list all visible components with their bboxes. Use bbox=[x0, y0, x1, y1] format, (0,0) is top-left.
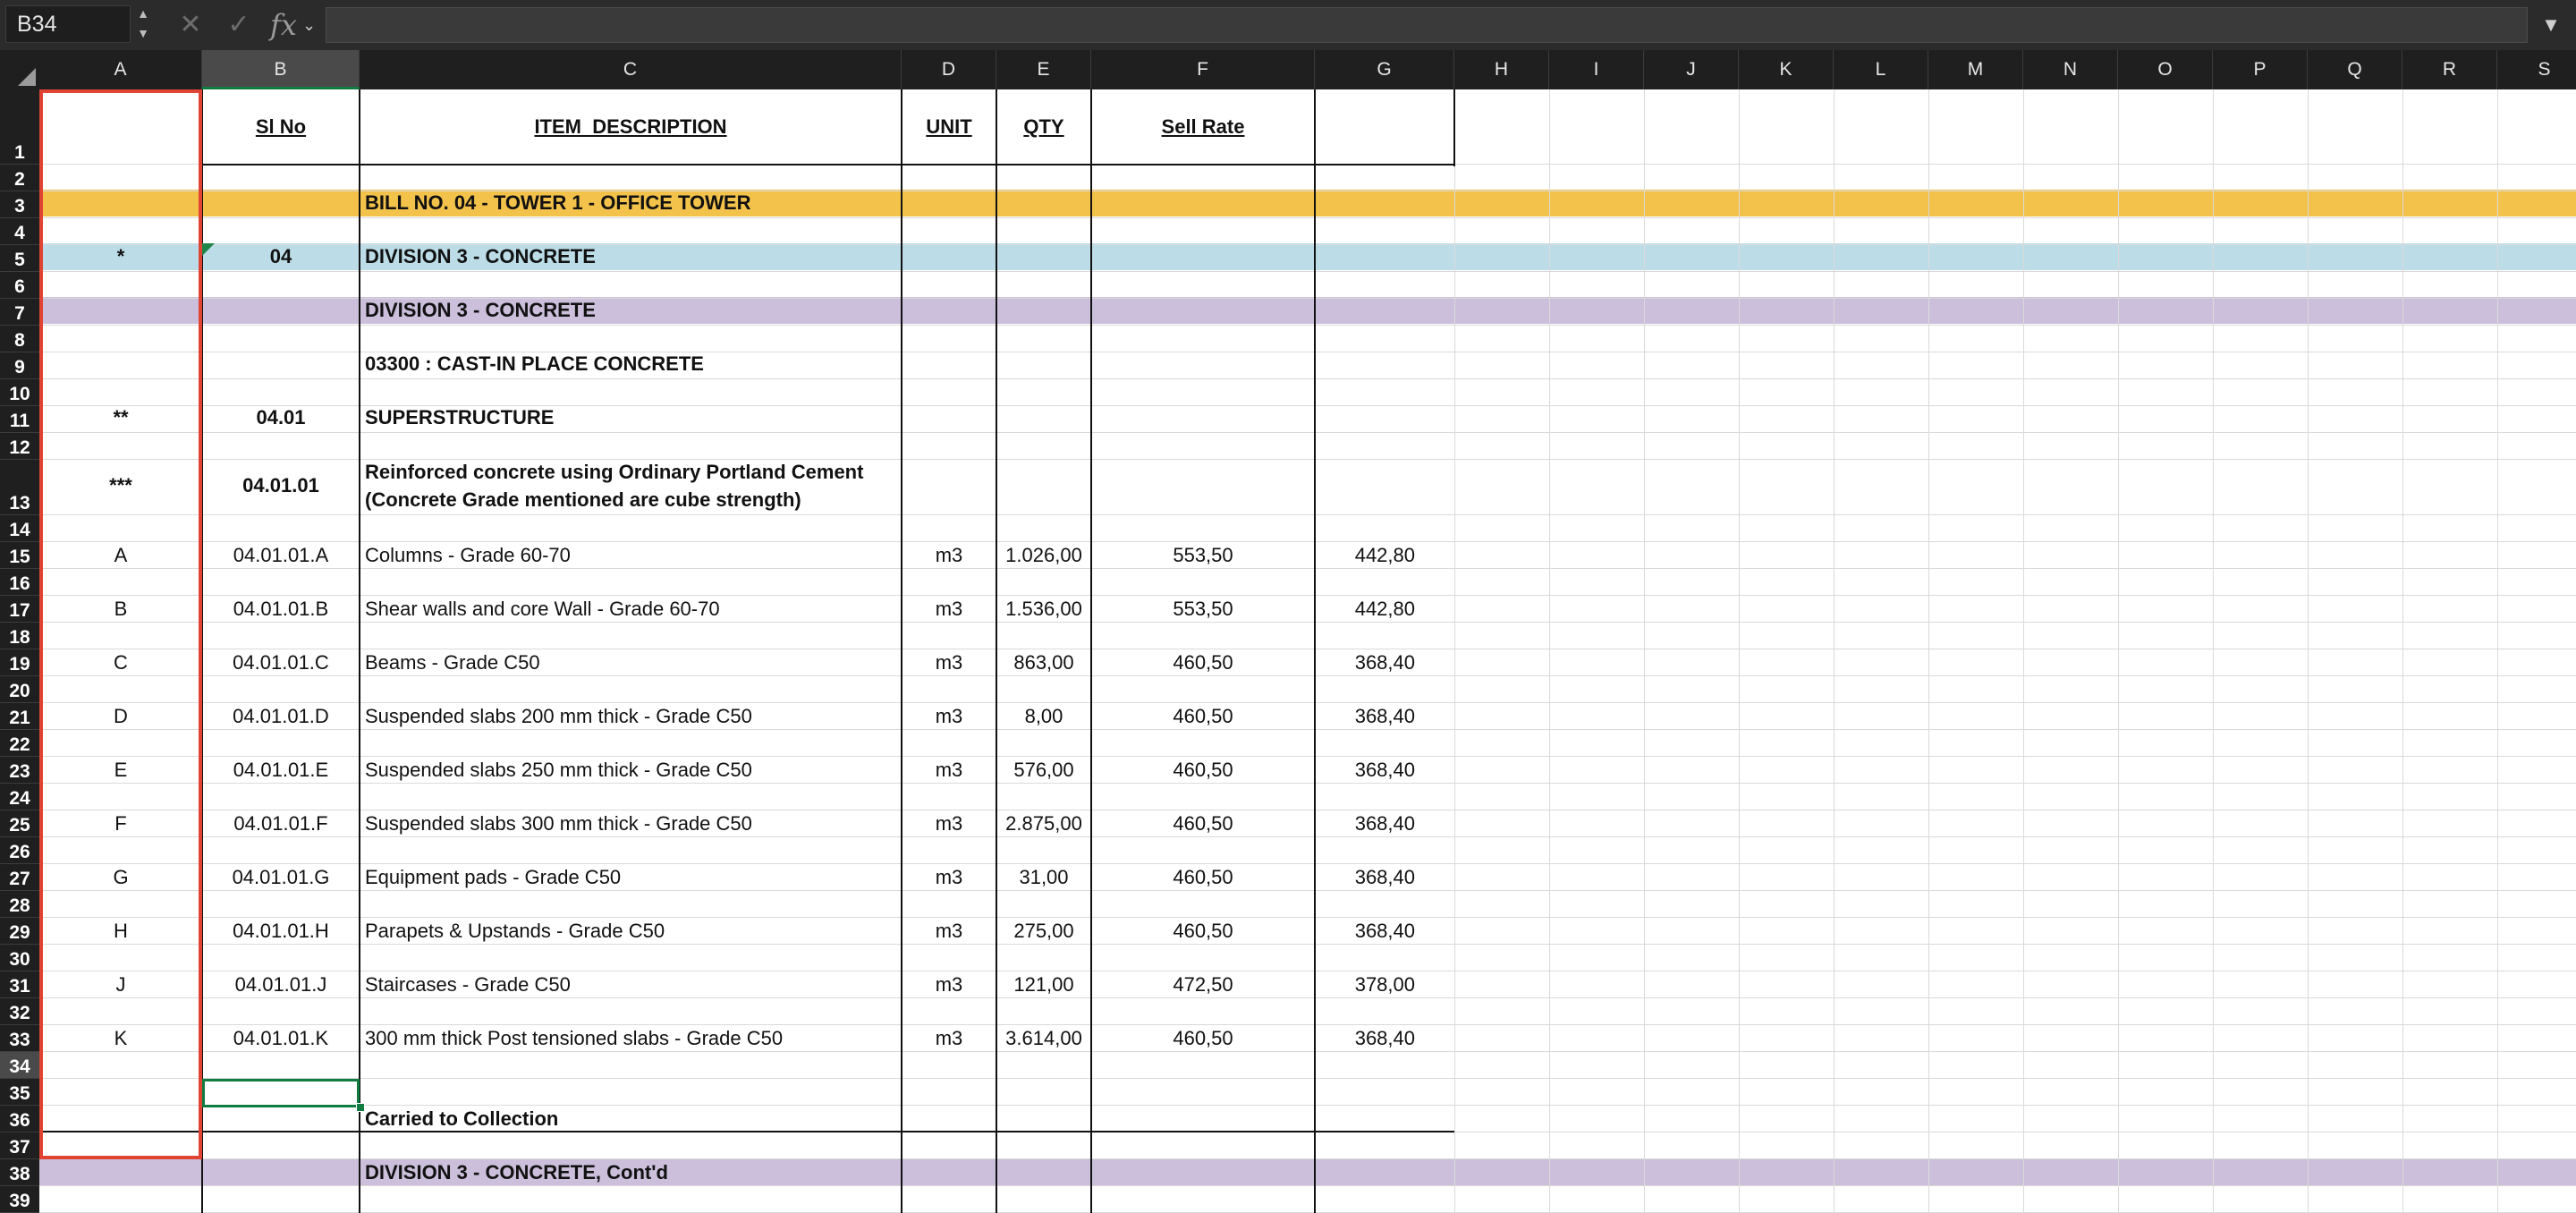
column-header-n[interactable]: N bbox=[2023, 50, 2118, 89]
row-header-28[interactable]: 28 bbox=[0, 891, 39, 918]
item-b-col-g[interactable]: 442,80 bbox=[1354, 598, 1415, 620]
row-header-18[interactable]: 18 bbox=[0, 623, 39, 649]
item-h-col-g[interactable]: 368,40 bbox=[1354, 920, 1415, 942]
header-sell-rate[interactable]: Sell Rate bbox=[1161, 115, 1245, 138]
enter-icon[interactable]: ✓ bbox=[227, 10, 250, 39]
header-right-border bbox=[1453, 89, 1455, 166]
item-d-col-a[interactable]: D bbox=[114, 705, 128, 727]
column-header-d[interactable]: D bbox=[902, 50, 996, 89]
row-header-37[interactable]: 37 bbox=[0, 1132, 39, 1159]
row-header-35[interactable]: 35 bbox=[0, 1079, 39, 1106]
comment-indicator-icon bbox=[202, 243, 215, 256]
select-all-icon bbox=[18, 68, 36, 86]
column-header-o[interactable]: O bbox=[2118, 50, 2213, 89]
item-h-col-c[interactable]: Parapets & Upstands - Grade C50 bbox=[365, 920, 665, 942]
section-title[interactable]: 03300 : CAST-IN PLACE CONCRETE bbox=[365, 352, 704, 375]
item-f-col-b[interactable]: 04.01.01.F bbox=[233, 812, 328, 835]
row-header-16[interactable]: 16 bbox=[0, 569, 39, 596]
item-c-col-g[interactable]: 368,40 bbox=[1354, 651, 1415, 674]
item-a-col-b[interactable]: 04.01.01.A bbox=[233, 544, 329, 566]
gridline-v bbox=[2308, 89, 2309, 1213]
row-header-7[interactable]: 7 bbox=[0, 299, 39, 326]
column-header-f[interactable]: F bbox=[1091, 50, 1315, 89]
row-header-14[interactable]: 14 bbox=[0, 515, 39, 542]
item-b-col-e[interactable]: 1.536,00 bbox=[1005, 598, 1082, 620]
row-header-23[interactable]: 23 bbox=[0, 757, 39, 784]
worksheet-grid[interactable] bbox=[39, 89, 2576, 1213]
header-sl-no[interactable]: Sl No bbox=[255, 115, 307, 138]
expand-formula-bar-icon[interactable]: ▼ bbox=[2541, 13, 2561, 36]
insert-function-icon[interactable]: fx bbox=[270, 8, 297, 42]
row-header-3[interactable]: 3 bbox=[0, 191, 39, 218]
annotation-highlight-box bbox=[39, 89, 202, 1159]
item-c-col-f[interactable]: 460,50 bbox=[1173, 651, 1233, 674]
row-header-17[interactable]: 17 bbox=[0, 596, 39, 623]
item-k-col-g[interactable]: 368,40 bbox=[1354, 1027, 1415, 1049]
chevron-up-icon[interactable]: ▲ bbox=[137, 6, 149, 21]
row-header-11[interactable]: 11 bbox=[0, 406, 39, 433]
item-f-col-d[interactable]: m3 bbox=[935, 812, 963, 835]
row-header-19[interactable]: 19 bbox=[0, 649, 39, 676]
item-e-col-a[interactable]: E bbox=[114, 759, 128, 781]
item-j-col-g[interactable]: 378,00 bbox=[1354, 973, 1415, 996]
row-header-22[interactable]: 22 bbox=[0, 730, 39, 757]
gridline-v bbox=[1549, 89, 1550, 1213]
row-header-36[interactable]: 36 bbox=[0, 1106, 39, 1132]
gridline-h bbox=[39, 271, 2576, 272]
item-j-col-e[interactable]: 121,00 bbox=[1013, 973, 1074, 996]
fill-handle[interactable] bbox=[356, 1103, 365, 1112]
item-g-col-a[interactable]: G bbox=[113, 866, 129, 888]
division-c[interactable]: DIVISION 3 - CONCRETE bbox=[365, 245, 596, 267]
column-header-h[interactable]: H bbox=[1454, 50, 1549, 89]
superstructure-c[interactable]: SUPERSTRUCTURE bbox=[365, 406, 555, 428]
column-header-i[interactable]: I bbox=[1549, 50, 1644, 89]
item-a-col-f[interactable]: 553,50 bbox=[1173, 544, 1233, 566]
row-header-6[interactable]: 6 bbox=[0, 272, 39, 299]
item-j-col-a[interactable]: J bbox=[115, 973, 126, 996]
item-d-col-f[interactable]: 460,50 bbox=[1173, 705, 1233, 727]
gridline-v bbox=[1644, 89, 1645, 1213]
chevron-down-icon[interactable]: ▼ bbox=[137, 26, 149, 40]
reinforced-line2[interactable]: (Concrete Grade mentioned are cube strength) bbox=[365, 488, 801, 511]
item-k-col-b[interactable]: 04.01.01.K bbox=[233, 1027, 329, 1049]
gridline-v bbox=[2118, 89, 2119, 1213]
item-b-col-f[interactable]: 553,50 bbox=[1173, 598, 1233, 620]
division-b[interactable]: 04 bbox=[269, 245, 292, 267]
item-e-col-f[interactable]: 460,50 bbox=[1173, 759, 1233, 781]
item-e-col-e[interactable]: 576,00 bbox=[1013, 759, 1074, 781]
item-h-col-d[interactable]: m3 bbox=[935, 920, 963, 942]
item-b-col-d[interactable]: m3 bbox=[935, 598, 963, 620]
cancel-icon[interactable]: ✕ bbox=[179, 10, 202, 39]
row-header-20[interactable]: 20 bbox=[0, 676, 39, 703]
item-g-col-f[interactable]: 460,50 bbox=[1173, 866, 1233, 888]
item-c-col-e[interactable]: 863,00 bbox=[1013, 651, 1074, 674]
row-header-8[interactable]: 8 bbox=[0, 326, 39, 352]
row-header-4[interactable]: 4 bbox=[0, 218, 39, 245]
row-header-34[interactable]: 34 bbox=[0, 1052, 39, 1079]
row-header-24[interactable]: 24 bbox=[0, 784, 39, 810]
formula-bar bbox=[0, 0, 2576, 50]
gridline-h bbox=[39, 325, 2576, 326]
item-k-col-c[interactable]: 300 mm thick Post tensioned slabs - Grade C50 bbox=[365, 1027, 784, 1049]
column-header-c[interactable]: C bbox=[360, 50, 902, 89]
item-g-col-b[interactable]: 04.01.01.G bbox=[232, 866, 330, 888]
item-f-col-a[interactable]: F bbox=[114, 812, 127, 835]
item-d-col-g[interactable]: 368,40 bbox=[1354, 705, 1415, 727]
row-header-39[interactable]: 39 bbox=[0, 1186, 39, 1213]
column-header-q[interactable]: Q bbox=[2308, 50, 2402, 89]
item-b-col-a[interactable]: B bbox=[114, 598, 128, 620]
item-f-col-c[interactable]: Suspended slabs 300 mm thick - Grade C50 bbox=[365, 812, 752, 835]
row-header-27[interactable]: 27 bbox=[0, 864, 39, 891]
header-unit[interactable]: UNIT bbox=[926, 115, 972, 138]
item-h-col-f[interactable]: 460,50 bbox=[1173, 920, 1233, 942]
row-header-38[interactable]: 38 bbox=[0, 1159, 39, 1186]
reinforced-line1[interactable]: Reinforced concrete using Ordinary Portland Cement bbox=[365, 461, 864, 483]
superstructure-a[interactable]: ** bbox=[113, 406, 129, 428]
gridline-v bbox=[2402, 89, 2403, 1213]
item-g-col-g[interactable]: 368,40 bbox=[1354, 866, 1415, 888]
gridline-h bbox=[39, 217, 2576, 218]
row-header-31[interactable]: 31 bbox=[0, 971, 39, 998]
column-header-r[interactable]: R bbox=[2402, 50, 2497, 89]
bill-title[interactable]: BILL NO. 04 - TOWER 1 - OFFICE TOWER bbox=[365, 191, 751, 214]
row-header-10[interactable]: 10 bbox=[0, 379, 39, 406]
item-k-col-e[interactable]: 3.614,00 bbox=[1005, 1027, 1082, 1049]
row-header-21[interactable]: 21 bbox=[0, 703, 39, 730]
item-d-col-c[interactable]: Suspended slabs 200 mm thick - Grade C50 bbox=[365, 705, 752, 727]
item-j-col-c[interactable]: Staircases - Grade C50 bbox=[365, 973, 571, 996]
column-headers bbox=[0, 50, 2576, 89]
column-header-e[interactable]: E bbox=[996, 50, 1091, 89]
gridline-h bbox=[39, 432, 2576, 433]
header-item-description[interactable]: ITEM DESCRIPTION bbox=[534, 115, 727, 138]
item-b-col-c[interactable]: Shear walls and core Wall - Grade 60-70 bbox=[365, 598, 720, 620]
item-g-col-e[interactable]: 31,00 bbox=[1019, 866, 1069, 888]
gridline-v bbox=[1454, 89, 1455, 1213]
column-header-m[interactable]: M bbox=[1928, 50, 2023, 89]
row-header-29[interactable]: 29 bbox=[0, 918, 39, 945]
header-qty[interactable]: QTY bbox=[1023, 115, 1064, 138]
gridline-v bbox=[1928, 89, 1929, 1213]
gridline-h bbox=[39, 514, 2576, 515]
item-a-col-d[interactable]: m3 bbox=[935, 544, 963, 566]
gridline-v bbox=[2497, 89, 2498, 1213]
item-a-col-g[interactable]: 442,80 bbox=[1354, 544, 1415, 566]
item-f-col-e[interactable]: 2.875,00 bbox=[1005, 812, 1082, 835]
name-box-stepper[interactable] bbox=[134, 4, 152, 45]
gridline-v bbox=[1834, 89, 1835, 1213]
item-a-col-e[interactable]: 1.026,00 bbox=[1005, 544, 1082, 566]
column-header-g[interactable]: G bbox=[1315, 50, 1454, 89]
item-e-col-c[interactable]: Suspended slabs 250 mm thick - Grade C50 bbox=[365, 759, 752, 781]
item-e-col-g[interactable]: 368,40 bbox=[1354, 759, 1415, 781]
row-header-12[interactable]: 12 bbox=[0, 433, 39, 460]
item-d-col-e[interactable]: 8,00 bbox=[1024, 705, 1063, 727]
row-header-32[interactable]: 32 bbox=[0, 998, 39, 1025]
column-header-s[interactable]: S bbox=[2497, 50, 2576, 89]
item-j-col-d[interactable]: m3 bbox=[935, 973, 963, 996]
item-g-col-d[interactable]: m3 bbox=[935, 866, 963, 888]
item-a-col-a[interactable]: A bbox=[114, 544, 128, 566]
reinforced-b[interactable]: 04.01.01 bbox=[242, 474, 319, 496]
item-k-col-a[interactable]: K bbox=[114, 1027, 128, 1049]
row-header-13[interactable]: 13 bbox=[0, 460, 39, 515]
division-sub[interactable]: DIVISION 3 - CONCRETE bbox=[365, 299, 596, 321]
item-j-col-b[interactable]: 04.01.01.J bbox=[234, 973, 327, 996]
row-header-9[interactable]: 9 bbox=[0, 352, 39, 379]
item-a-col-c[interactable]: Columns - Grade 60-70 bbox=[365, 544, 571, 566]
row-header-2[interactable]: 2 bbox=[0, 165, 39, 191]
item-h-col-a[interactable]: H bbox=[114, 920, 128, 942]
item-b-col-b[interactable]: 04.01.01.B bbox=[233, 598, 329, 620]
row-header-26[interactable]: 26 bbox=[0, 837, 39, 864]
item-h-col-e[interactable]: 275,00 bbox=[1013, 920, 1074, 942]
chevron-down-icon[interactable]: ⌄ bbox=[302, 16, 317, 34]
division-cont[interactable]: DIVISION 3 - CONCRETE, Cont'd bbox=[365, 1161, 668, 1183]
superstructure-b[interactable]: 04.01 bbox=[256, 406, 306, 428]
column-header-l[interactable]: L bbox=[1834, 50, 1928, 89]
item-f-col-g[interactable]: 368,40 bbox=[1354, 812, 1415, 835]
item-e-col-d[interactable]: m3 bbox=[935, 759, 963, 781]
item-k-col-f[interactable]: 460,50 bbox=[1173, 1027, 1233, 1049]
row-header-15[interactable]: 15 bbox=[0, 542, 39, 569]
item-f-col-f[interactable]: 460,50 bbox=[1173, 812, 1233, 835]
gridline-h bbox=[39, 1078, 2576, 1079]
item-c-col-c[interactable]: Beams - Grade C50 bbox=[365, 651, 540, 674]
formula-input[interactable] bbox=[326, 7, 2528, 43]
division-a[interactable]: * bbox=[116, 245, 125, 267]
column-header-k[interactable]: K bbox=[1739, 50, 1834, 89]
item-h-col-b[interactable]: 04.01.01.H bbox=[233, 920, 329, 942]
item-c-col-d[interactable]: m3 bbox=[935, 651, 963, 674]
row-headers bbox=[0, 89, 39, 1213]
item-j-col-f[interactable]: 472,50 bbox=[1173, 973, 1233, 996]
item-e-col-b[interactable]: 04.01.01.E bbox=[233, 759, 329, 781]
row-header-25[interactable]: 25 bbox=[0, 810, 39, 837]
item-g-col-c[interactable]: Equipment pads - Grade C50 bbox=[365, 866, 622, 888]
reinforced-a[interactable]: *** bbox=[109, 474, 132, 496]
column-header-b[interactable]: B bbox=[202, 50, 360, 89]
column-header-j[interactable]: J bbox=[1644, 50, 1739, 89]
column-header-a[interactable]: A bbox=[39, 50, 202, 89]
gridline-v bbox=[1739, 89, 1740, 1213]
row-header-5[interactable]: 5 bbox=[0, 245, 39, 272]
row-header-33[interactable]: 33 bbox=[0, 1025, 39, 1052]
item-c-col-b[interactable]: 04.01.01.C bbox=[233, 651, 329, 674]
select-all-corner[interactable] bbox=[0, 50, 39, 89]
item-d-col-d[interactable]: m3 bbox=[935, 705, 963, 727]
row-header-1[interactable]: 1 bbox=[0, 89, 39, 165]
item-k-col-d[interactable]: m3 bbox=[935, 1027, 963, 1049]
name-box[interactable]: B34 bbox=[5, 5, 131, 43]
row-header-30[interactable]: 30 bbox=[0, 945, 39, 971]
item-c-col-a[interactable]: C bbox=[114, 651, 128, 674]
gridline-h bbox=[39, 378, 2576, 379]
carried-to-collection[interactable]: Carried to Collection bbox=[365, 1107, 559, 1130]
active-cell-b34[interactable] bbox=[202, 1079, 360, 1107]
gridline-v bbox=[2023, 89, 2024, 1213]
column-header-p[interactable]: P bbox=[2213, 50, 2308, 89]
gridline-v bbox=[2213, 89, 2214, 1213]
item-d-col-b[interactable]: 04.01.01.D bbox=[233, 705, 329, 727]
